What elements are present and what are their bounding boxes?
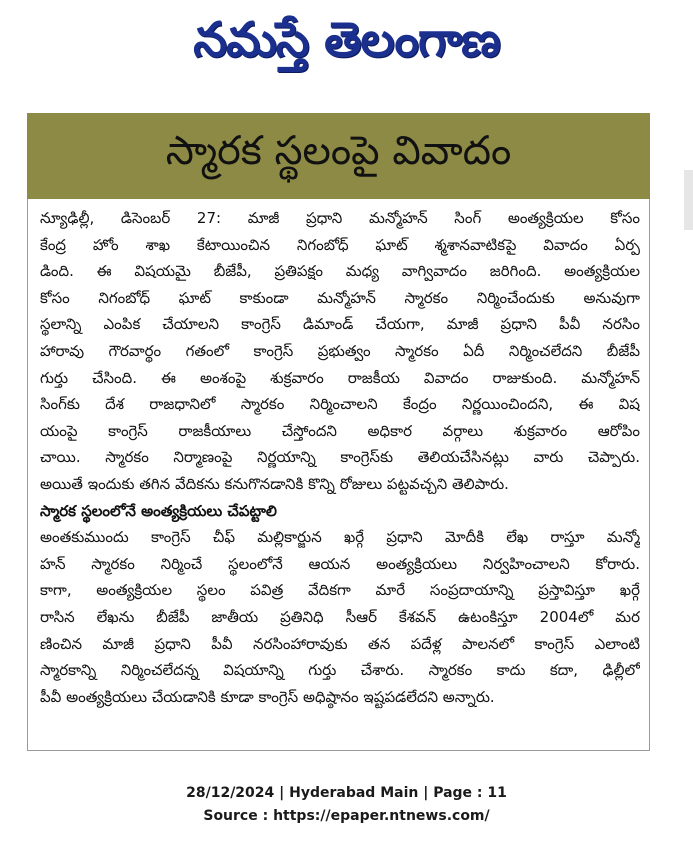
source-info: Source : https://epaper.ntnews.com/: [203, 808, 490, 824]
headline-band: [27, 113, 650, 199]
body-line: యంపై కాంగ్రెస్ రాజకీయాలు చేస్తోందని అధికార వర్గాలు శుక్రవారం ఆరోపిం: [40, 421, 640, 440]
body-line: పీవీ అంత్యక్రియలు చేయడానికి కూడా కాంగ్రెస్ అధిష్ఠానం ఇష్టపడలేదని అన్నారు.: [40, 687, 495, 706]
newspaper-masthead: నమస్తే తెలంగాణ: [193, 12, 500, 68]
body-line: న్యూఢిల్లీ, డిసెంబర్ 27: మాజీ ప్రధాని మన్మోహన్ సింగ్ అంత్యక్రియల కోసం: [40, 209, 640, 227]
body-line: చాయి. స్మారకం నిర్మాణంపై నిర్ణయాన్ని కాంగ్రెస్‌కు తెలియచేసినట్లు వారు చెప్పారు.: [40, 448, 640, 467]
body-line: డింది. ఈ విషయమై బీజేపీ, ప్రతిపక్షం మధ్య వాగ్వివాదం జరిగింది. అంత్యక్రియల: [40, 262, 640, 281]
body-line: కేంద్ర హోం శాఖ కేటాయించిన నిగంబోధ్ ఘాట్ శ్మశానవాటికపై వివాదం ఏర్ప: [40, 235, 640, 254]
body-line: స్థలాన్ని ఎంపిక చేయాలని కాంగ్రెస్ డిమాండ్ చేయగా, మాజీ ప్రధాని పీవీ నరసిం: [40, 315, 640, 334]
adjacent-page-edge: [684, 170, 693, 230]
body-line: గుర్తు చేసింది. ఈ అంశంపై శుక్రవారం రాజకీయ వివాదం రాజుకుంది. మన్మోహన్: [40, 368, 640, 387]
body-line: అంతకుముందు కాంగ్రెస్ చీఫ్ మల్లికార్జున ఖర్గే ప్రధాని మోదీకి లేఖ రాస్తూ మన్మో: [40, 528, 640, 547]
body-line: హారావు గౌరవార్థం గతంలో కాంగ్రెస్ ప్రభుత్వం స్మారకం ఏదీ నిర్మించలేదని బీజేపీ: [40, 341, 640, 360]
body-line: అయితే ఇందుకు తగిన వేదికను కనుగొనడానికి కొన్ని రోజులు పట్టవచ్చని తెలిపారు.: [40, 474, 509, 493]
article-subheading: స్మారక స్థలంలోనే అంత్యక్రియలు చేపట్టాలి: [40, 501, 277, 520]
body-line: స్మారకాన్ని నిర్మించలేదన్న విషయాన్ని గుర్తు చేశారు. స్మారకం కాదు కదా, ఢిల్లీలో: [40, 661, 640, 680]
body-line: కాగా, అంత్యక్రియల స్థలం పవిత్ర వేదికగా మారే సంప్రదాయాన్ని ప్రస్తావిస్తూ ఖర్గే: [40, 581, 640, 600]
body-line: రాసిన లేఖను బీజేపీ జాతీయ ప్రతినిధి సీఆర్ కేశవన్ ఉటంకిస్తూ 2004లో మర: [40, 607, 640, 626]
article-body: [40, 205, 640, 710]
body-line: కోసం నిగంబోధ్ ఘాట్ కాకుండా మన్మోహన్ స్మారకం నిర్మించేందుకు అనువుగా: [40, 288, 640, 307]
body-line: హన్ స్మారకం నిర్మించే స్థలంలోనే ఆయన అంత్యక్రియలు నిర్వహించాలని కోరారు.: [40, 554, 640, 573]
article-headline: స్మారక స్థలంపై వివాదం: [165, 128, 512, 174]
body-line: సింగ్‌కు దేశ రాజధానిలో స్మారకం నిర్మించాలని కేంద్రం నిర్ణయించిందని, ఈ విష: [40, 395, 640, 414]
body-line: ణించిన మాజీ ప్రధాని పీవీ నరసింహారావుకు తన పదేళ్ల పాలనలో కాంగ్రెస్ ఎలాంటి: [40, 634, 640, 653]
edition-info: 28/12/2024 | Hyderabad Main | Page : 11: [186, 785, 507, 801]
